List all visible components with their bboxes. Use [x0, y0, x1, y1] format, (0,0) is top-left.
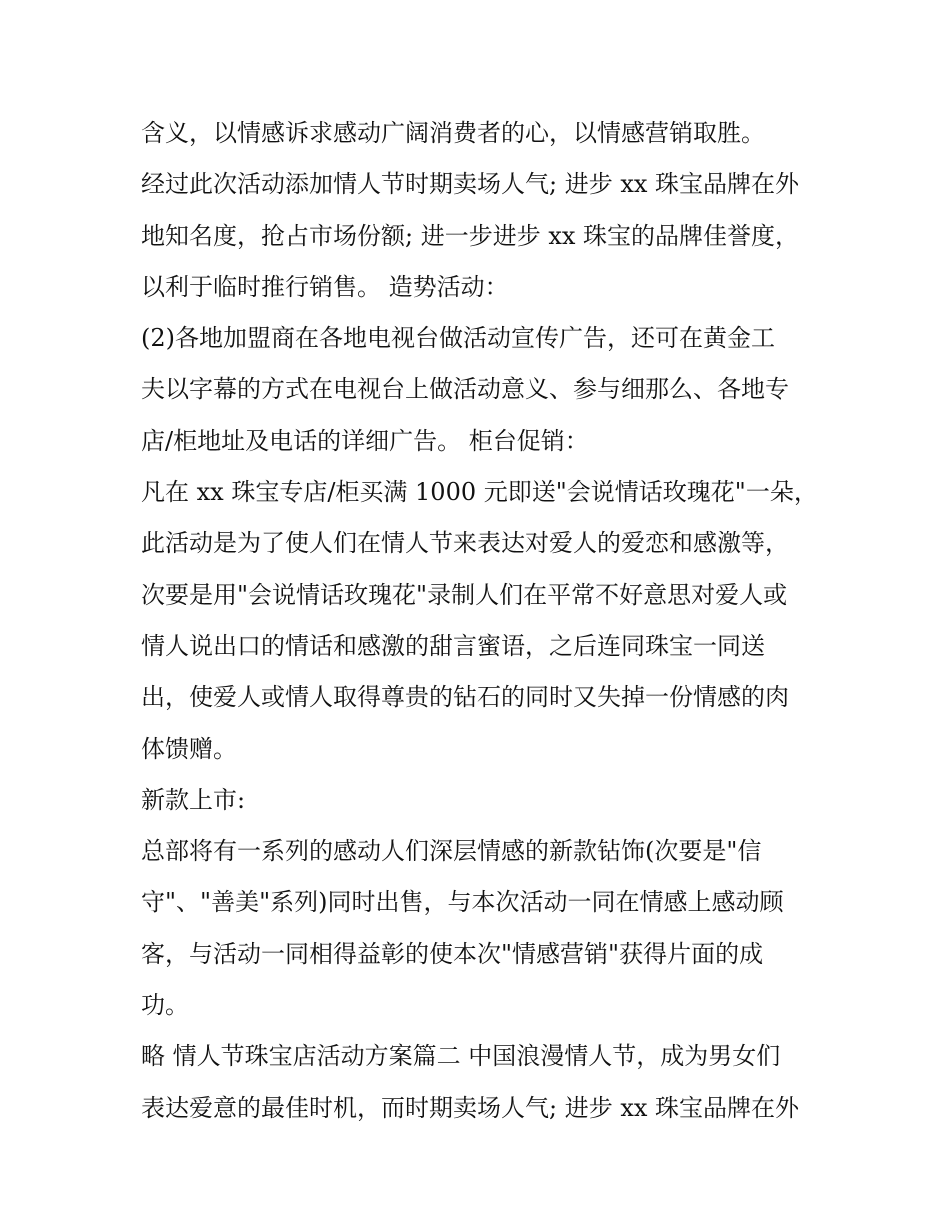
text-line: 总部将有一系列的感动人们深层情感的新款钻饰(次要是"信	[141, 837, 762, 866]
text-line: (2)各地加盟商在各地电视台做活动宣传广告，还可在黄金工	[141, 324, 775, 353]
text-line: 地知名度，抢占市场份额; 进一步进步 xx 珠宝的品牌佳誉度，	[141, 221, 800, 250]
text-line: 新款上市:	[141, 785, 246, 814]
text-line: 以利于临时推行销售。 造势活动：	[141, 272, 509, 301]
text-line: 表达爱意的最佳时机，而时期卖场人气; 进步 xx 珠宝品牌在外	[141, 1093, 800, 1122]
text-line: 店/柜地址及电话的详细广告。 柜台促销：	[141, 426, 589, 455]
text-line: 守"、"善美"系列)同时出售，与本次活动一同在情感上感动顾	[141, 888, 784, 917]
text-line: 含义，以情感诉求感动广阔消费者的心，以情感营销取胜。	[141, 119, 765, 147]
text-line: 情人说出口的情话和感激的甜言蜜语，之后连同珠宝一同送	[141, 631, 765, 660]
text-line: 体馈赠。	[141, 734, 237, 763]
text-line: 出，使爱人或情人取得尊贵的钻石的同时又失掉一份情感的肉	[141, 683, 789, 712]
body-text	[141, 108, 821, 1134]
text-line: 凡在 xx 珠宝专店/柜买满 1000 元即送"会说情话玫瑰花"一朵，	[141, 478, 818, 507]
text-line: 客，与活动一同相得益彰的使本次"情感营销"获得片面的成	[141, 939, 764, 968]
text-line: 略 情人节珠宝店活动方案篇二 中国浪漫情人节，成为男女们	[141, 1042, 781, 1071]
text-line: 次要是用"会说情话玫瑰花"录制人们在平常不好意思对爱人或	[141, 580, 788, 609]
text-line: 此活动是为了使人们在情人节来表达对爱人的爱恋和感激等，	[141, 529, 789, 558]
text-line: 功。	[141, 991, 189, 1020]
text-line: 夫以字幕的方式在电视台上做活动意义、参与细那么、各地专	[141, 375, 789, 404]
text-line: 经过此次活动添加情人节时期卖场人气; 进步 xx 珠宝品牌在外	[141, 170, 800, 199]
